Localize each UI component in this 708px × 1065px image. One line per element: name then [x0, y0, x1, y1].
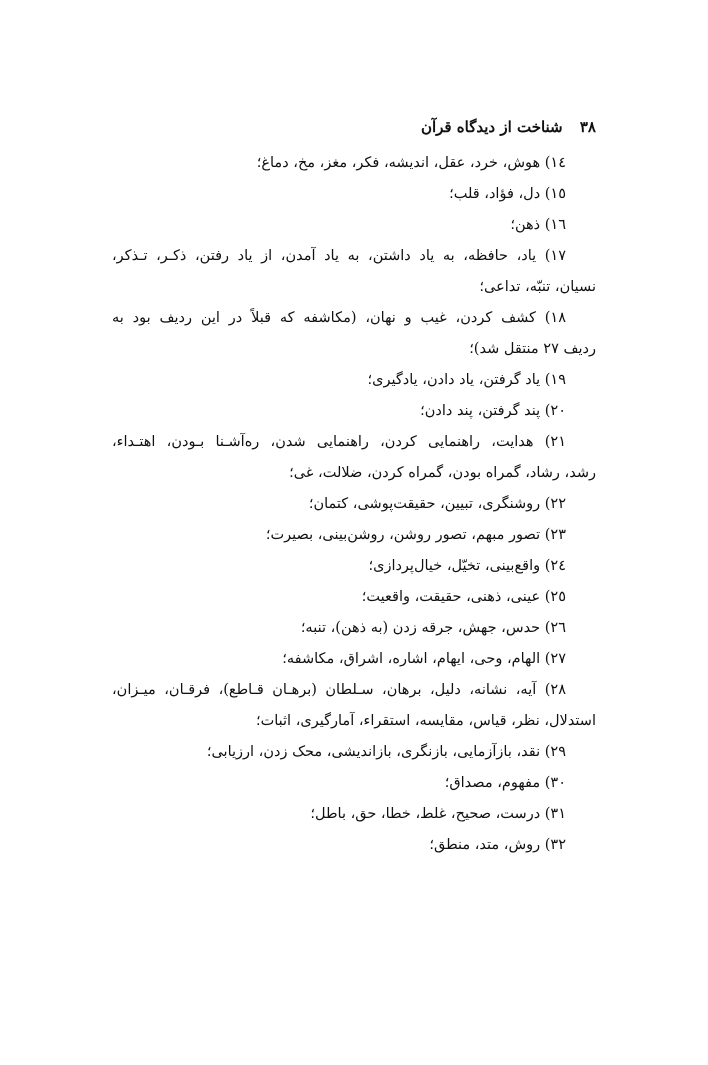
list-item: ١٧) یاد، حافظه، به یاد داشتن، به یاد آمدن، از یاد رفتن، ذکـر، تـذکر، [112, 248, 566, 264]
list-item: ٢٣) تصور مبهم، تصور روشن، روشن‌بینی، بصیرت؛ [265, 527, 566, 543]
list-item: ٢٨) آیه، نشانه، دلیل، برهان، سـلطان (برهـان قـاطع)، فرقـان، میـزان، [112, 682, 566, 698]
list-item: ٢٧) الهام، وحی، ایهام، اشاره، اشراق، مکاشفه؛ [282, 651, 566, 667]
list-item-continuation: نسیان، تنبّه، تداعی؛ [479, 279, 596, 295]
list-item: ٢٢) روشنگری، تبیین، حقیقت‌پوشی، کتمان؛ [308, 496, 566, 512]
list-item: ٢٠) پند گرفتن، پند دادن؛ [420, 403, 566, 419]
list-item: ٢٤) واقع‌بینی، تخیّل، خیال‌پردازی؛ [368, 558, 566, 574]
list-item: ١٤) هوش، خرد، عقل، اندیشه، فکر، مغز، مخ، دماغ؛ [256, 155, 566, 171]
page-header [421, 118, 596, 136]
list-item: ٢٥) عینی، ذهنی، حقیقت، واقعیت؛ [361, 589, 566, 605]
list-item: ٢٩) نقد، بازآزمایی، بازنگری، بازاندیشی، محک زدن، ارزیابی؛ [206, 744, 566, 760]
list-item-continuation: ردیف ٢٧ منتقل شد)؛ [469, 341, 596, 357]
list-item: ٣١) درست، صحیح، غلط، خطا، حق، باطل؛ [310, 806, 566, 822]
list-item-continuation: رشد، رشاد، گمراه بودن، گمراه کردن، ضلالت، غی؛ [289, 465, 596, 481]
list-item: ١٩) یاد گرفتن، یاد دادن، یادگیری؛ [367, 372, 566, 388]
list-item: ١٨) کشف کردن، غیب و نهان، (مکاشفه که قبلاً در این ردیف بود به [112, 310, 566, 326]
term-list [112, 148, 596, 861]
list-item: ٢٦) حدس، جهش، جرقه زدن (به ذهن)، تنبه؛ [300, 620, 566, 636]
list-item: ٣٠) مفهوم، مصداق؛ [444, 775, 566, 791]
page-number: ۳۸ [579, 118, 596, 136]
list-item-continuation: استدلال، نظر، قیاس، مقایسه، استقراء، آمارگیری، اثبات؛ [255, 713, 596, 729]
list-item: ٣٢) روش، متد، منطق؛ [429, 837, 566, 853]
list-item: ٢١) هدایت، راهنمایی کردن، راهنمایی شدن، ره‌آشـنا بـودن، اهتـداء، [112, 434, 566, 450]
running-title: شناخت از دیدگاه قرآن [420, 118, 563, 136]
list-item: ١٦) ذهن؛ [510, 217, 566, 233]
list-item: ١٥) دل، فؤاد، قلب؛ [449, 186, 566, 202]
